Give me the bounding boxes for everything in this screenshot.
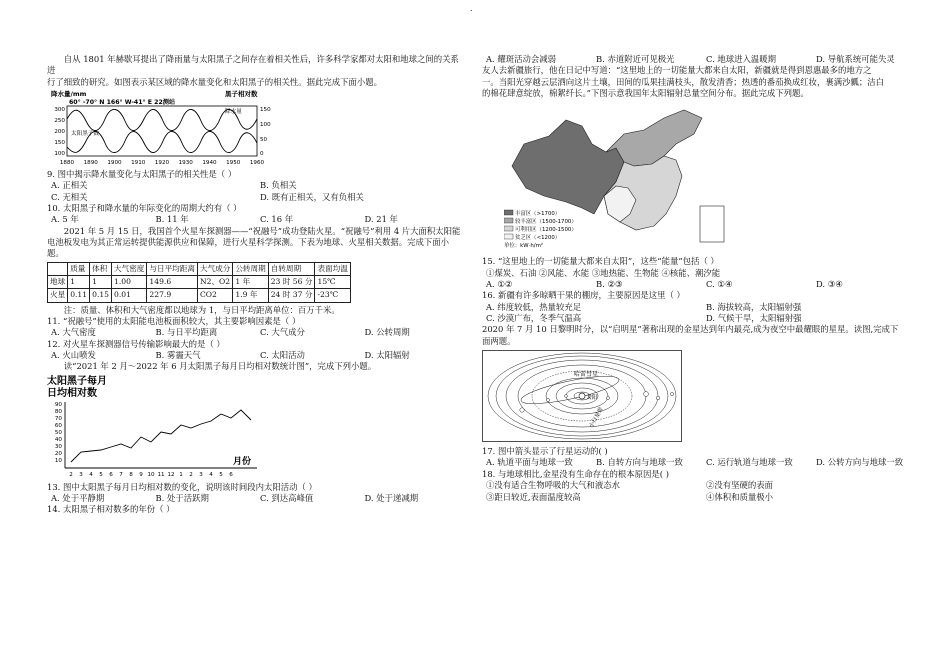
q14-options — [482, 54, 922, 65]
q10-options — [47, 214, 465, 225]
q18-items-row2 — [482, 492, 922, 503]
fig1-left-ticks — [54, 107, 65, 157]
svg-text:30: 30 — [54, 443, 62, 450]
q9-option-c[interactable]: C. 无相关 — [51, 191, 88, 202]
fig1-x-ticks — [60, 160, 265, 166]
q9-option-a[interactable]: A. 正相关 — [51, 180, 88, 191]
svg-text:300: 300 — [54, 107, 65, 114]
q16-option-b[interactable]: B. 海拔较高，太阳辐射强 — [706, 301, 802, 312]
q11-option-c[interactable]: C. 大气成分 — [260, 327, 305, 338]
fig2-title-line2: 日均相对数 — [47, 387, 97, 399]
svg-text:1: 1 — [179, 471, 183, 478]
q18-items-row1 — [482, 480, 922, 491]
table-header-row: 质量 体积 大气密度 与日平均距离 大气成分 公转周期 自转周期 表面均温 — [48, 262, 351, 275]
fig3-label-comet: 哈雷彗星 — [574, 371, 599, 379]
svg-text:20: 20 — [54, 450, 62, 457]
svg-text:80: 80 — [54, 408, 62, 415]
svg-text:3: 3 — [79, 471, 83, 478]
intro-xinjiang-c: 的棉花肆意绽放，棉絮纤长。”下图示意我国年太阳辐射总量空间分布。据此完成下列题。 — [482, 88, 809, 99]
svg-text:2: 2 — [189, 471, 193, 478]
q18-item-1: ①没有适合生物呼吸的大气和液态水 — [486, 480, 620, 491]
q10-option-d[interactable]: D. 21 年 — [364, 214, 398, 225]
svg-text:40: 40 — [54, 436, 62, 443]
intro-sunspot-a: 自从 1801 年赫歇耳提出了降雨量与太阳黑子之间存在着相关性后，许多科学家都对太阳和地球之间的关系进 — [47, 54, 459, 76]
q9-option-b[interactable]: B. 负相关 — [260, 180, 297, 191]
q15-options — [482, 279, 922, 290]
q12-option-d[interactable]: D. 太阳辐射 — [364, 349, 410, 360]
q10-option-b[interactable]: B. 11 年 — [155, 214, 189, 225]
q15-option-a[interactable]: A. ①② — [486, 279, 513, 290]
svg-text:150: 150 — [54, 140, 65, 147]
q15-option-d[interactable]: D. ③④ — [816, 279, 843, 290]
fig1-ylabel-left: 降水量/mm — [51, 90, 87, 99]
q11-option-a[interactable]: A. 大气密度 — [51, 327, 96, 338]
fig2-x-ticks — [69, 472, 233, 478]
q10-option-c[interactable]: C. 16 年 — [260, 214, 294, 225]
q16-option-c[interactable]: C. 沙漠广布，冬季气温高 — [486, 313, 582, 324]
svg-text:60: 60 — [54, 422, 62, 429]
q11-stem: 11. “祝融号”使用的太阳能电池板面积较大，其主要影响因素是（ ） — [47, 315, 301, 326]
svg-text:8: 8 — [129, 471, 133, 478]
table-row: 地球 1 1 1.00 149.6 N2、O2 1 年 23 时 56 分 15℃ — [48, 276, 351, 289]
svg-text:11: 11 — [157, 471, 165, 478]
q12-option-c[interactable]: C. 太阳活动 — [260, 349, 305, 360]
monthly-sunspot-line — [71, 410, 251, 462]
svg-text:4: 4 — [89, 471, 93, 478]
fig1-station: 60° -70° N 166° W-41° E 22测站 — [69, 99, 176, 107]
svg-text:5: 5 — [219, 471, 223, 478]
sun-icon — [579, 393, 585, 399]
svg-text:250: 250 — [54, 118, 65, 125]
svg-text:1910: 1910 — [131, 160, 146, 167]
fig3-label-asteroid: 小行星带 — [588, 406, 605, 430]
china-solar-radiation-map — [504, 104, 734, 254]
fig2-xlabel: 月份 — [233, 456, 252, 467]
q17-option-b[interactable]: B. 自转方向与地球一致 — [596, 457, 683, 468]
svg-text:3: 3 — [199, 471, 203, 478]
q15-option-b[interactable]: B. ②③ — [596, 279, 623, 290]
svg-text:50: 50 — [260, 137, 268, 144]
intro-mars-a: 2021 年 5 月 15 日，我国首个火星车探测器——“祝融号”成功登陆火星。“祝融号”利用 4 片大面积太阳能 — [63, 225, 461, 236]
svg-text:6: 6 — [229, 471, 233, 478]
q16-option-a[interactable]: A. 纬度较低，热量较充足 — [486, 301, 582, 312]
svg-text:9: 9 — [139, 471, 143, 478]
q12-options — [47, 350, 465, 361]
svg-text:4: 4 — [209, 471, 213, 478]
solar-system-figure — [482, 350, 682, 442]
q11-options — [47, 327, 465, 338]
svg-text:100: 100 — [54, 151, 65, 158]
q16-stem: 16. 新疆有许多晾晒干果的棚房，主要原因是这里（ ） — [482, 290, 685, 301]
svg-text:2: 2 — [69, 471, 73, 478]
q9-options-row2 — [47, 192, 465, 203]
q18-stem: 18. 与地球相比,金星没有生命存在的根本原因是( ) — [482, 468, 669, 479]
svg-text:1900: 1900 — [107, 160, 122, 167]
right-column — [482, 54, 922, 503]
svg-text:6: 6 — [109, 471, 113, 478]
svg-text:丰富区（>1700）: 丰富区（>1700） — [515, 211, 561, 218]
map-inset — [700, 206, 724, 242]
table-note: 注：质量、体积和大气密度都以地球为 1，与日平均距离单位：百万千米。 — [63, 304, 340, 315]
intro-venus-b: 面两题。 — [482, 335, 516, 346]
q17-option-d[interactable]: D. 公转方向与地球一致 — [816, 457, 904, 468]
svg-text:1960: 1960 — [249, 160, 265, 167]
q18-item-4: ④体积和质量极小 — [706, 491, 773, 502]
svg-text:0: 0 — [260, 151, 264, 158]
svg-text:贫乏区（<1200）: 贫乏区（<1200） — [515, 235, 561, 242]
intro-xinjiang-b: 一。当阳光穿越云层洒向这片土壤，田间的瓜果挂满枝头，散发清香；热透的番茄换成红妆，裹满沙瓤；洁白 — [482, 76, 884, 87]
svg-text:1950: 1950 — [226, 160, 241, 167]
q17-stem: 17. 图中箭头显示了行星运动的( ) — [482, 446, 608, 457]
table-row: 火星 0.11 0.15 0.01 227.9 CO2 1.9 年 24 时 37 分 -23℃ — [48, 289, 351, 302]
svg-text:较丰富区（1500-1700）: 较丰富区（1500-1700） — [515, 219, 577, 226]
q17-option-a[interactable]: A. 轨道平面与地球一致 — [486, 457, 573, 468]
left-column — [47, 54, 465, 516]
fig3-label-sun: 太阳 — [586, 395, 598, 402]
q11-option-b[interactable]: B. 与日平均距离 — [155, 327, 218, 338]
svg-text:1940: 1940 — [202, 160, 217, 167]
intro-sunspot-chart: 读“2021 年 2 月～2022 年 6 月太阳黑子每月日均相对数统计图”，完成下列小题。 — [63, 361, 377, 372]
q18-item-3: ③距日较近,表面温度较高 — [486, 491, 581, 502]
q15-items: ①煤炭、石油 ②风能、水能 ③地热能、生物能 ④核能、潮汐能 — [486, 267, 721, 278]
q13-option-d[interactable]: D. 处于递减期 — [364, 492, 419, 503]
q14-option-d[interactable]: D. 导航系统可能失灵 — [816, 54, 895, 64]
q17-options — [482, 457, 922, 468]
intro-mars-b: 电池板发电为其正常运转提供能源供应和保障，进行火星科学探测。下表为地球、火星相关数据。完成下面小 — [47, 237, 449, 248]
svg-text:200: 200 — [54, 129, 65, 136]
q9-stem: 9. 图中揭示降水量变化与太阳黑子的相关性是（ ） — [47, 169, 237, 180]
intro-sunspot-b: 行了细致的研究。如图表示某区域的降水量变化和太阳黑子的相关性。据此完成下面小题。 — [47, 76, 382, 87]
intro-xinjiang-a: 友人去新疆旅行，他在日记中写道：“这里地上的一切能量大都来自太阳，新疆就是得到恩惠最多的地方之 — [482, 65, 872, 76]
intro-venus-a: 2020 年 7 月 10 日黎明时分，以“启明星”著称出现的金星达到年内最亮,成为夜空中最耀眼的星星。读图,完成下 — [482, 324, 899, 335]
svg-text:150: 150 — [260, 107, 271, 114]
monthly-sunspot-figure — [47, 374, 307, 482]
intro-mars-c: 题。 — [47, 248, 64, 259]
fig2-title-line1: 太阳黑子每月 — [47, 375, 107, 387]
q13-option-c[interactable]: C. 到达高峰值 — [260, 492, 314, 503]
q11-option-d[interactable]: D. 公转周期 — [364, 327, 410, 338]
fig2-y-ticks — [55, 402, 63, 464]
q16-option-d[interactable]: D. 气候干旱，太阳辐射强 — [706, 313, 802, 324]
q14-stem: 14. 太阳黑子相对数多的年份（ ） — [47, 504, 175, 515]
svg-text:10: 10 — [147, 471, 155, 478]
earth-mars-table — [47, 262, 351, 303]
q16-options-row1 — [482, 302, 922, 313]
svg-text:5: 5 — [99, 471, 103, 478]
svg-text:1890: 1890 — [83, 160, 98, 167]
svg-text:12: 12 — [167, 471, 175, 478]
q12-option-a[interactable]: A. 火山喷发 — [51, 349, 96, 360]
q14-option-a[interactable]: A. 耀斑活动会减弱 — [486, 54, 556, 64]
svg-text:单位：kW·h/m²: 单位：kW·h/m² — [504, 243, 543, 250]
svg-text:100: 100 — [260, 122, 271, 129]
q13-option-a[interactable]: A. 处于平静期 — [51, 492, 105, 503]
q15-option-c[interactable]: C. ①④ — [706, 279, 733, 290]
q12-option-b[interactable]: B. 雾霾天气 — [155, 349, 201, 360]
precip-sunspot-figure — [49, 89, 279, 167]
svg-text:可利用区（1200-1500）: 可利用区（1200-1500） — [515, 227, 577, 234]
q13-option-b[interactable]: B. 处于活跃期 — [155, 492, 209, 503]
fig1-series-sunspot: 太阳黑子数 — [71, 131, 99, 138]
q10-stem: 10. 太阳黑子和降水量的年际变化的周期大约有（ ） — [47, 203, 242, 214]
fig1-right-ticks — [260, 107, 271, 157]
svg-text:1880: 1880 — [59, 160, 75, 167]
fig1-series-precip: 降水量 — [225, 109, 242, 116]
svg-text:10: 10 — [54, 457, 62, 464]
map-legend — [504, 209, 577, 249]
svg-text:1920: 1920 — [154, 160, 170, 167]
q14-option-c[interactable]: C. 地球进入温暖期 — [706, 54, 777, 64]
q15-stem: 15. “这里地上的一切能量大都来自太阳”，这些“能量”包括（ ） — [482, 256, 719, 267]
q16-options-row2 — [482, 313, 922, 324]
q10-option-a[interactable]: A. 5 年 — [51, 214, 79, 225]
svg-text:7: 7 — [119, 471, 123, 478]
svg-text:1930: 1930 — [178, 160, 193, 167]
svg-text:70: 70 — [54, 415, 62, 422]
svg-text:90: 90 — [54, 401, 62, 408]
q14-option-b[interactable]: B. 赤道附近可见极光 — [596, 54, 675, 64]
q9-options-row1 — [47, 180, 465, 191]
q18-item-2: ②没有坚硬的表面 — [706, 480, 773, 491]
q12-stem: 12. 对火星车探测器信号传输影响最大的是（ ） — [47, 338, 225, 349]
fig1-ylabel-right: 黑子相对数 — [225, 90, 258, 99]
q13-options — [47, 493, 465, 504]
q13-stem: 13. 图中太阳黑子每月日均相对数的变化，说明该时间段内太阳活动（ ） — [47, 481, 317, 492]
q17-option-c[interactable]: C. 运行轨道与地球一致 — [706, 457, 793, 468]
page-dot: . — [470, 4, 473, 13]
q9-option-d[interactable]: D. 既有正相关，又有负相关 — [260, 191, 364, 202]
svg-text:50: 50 — [54, 429, 62, 436]
